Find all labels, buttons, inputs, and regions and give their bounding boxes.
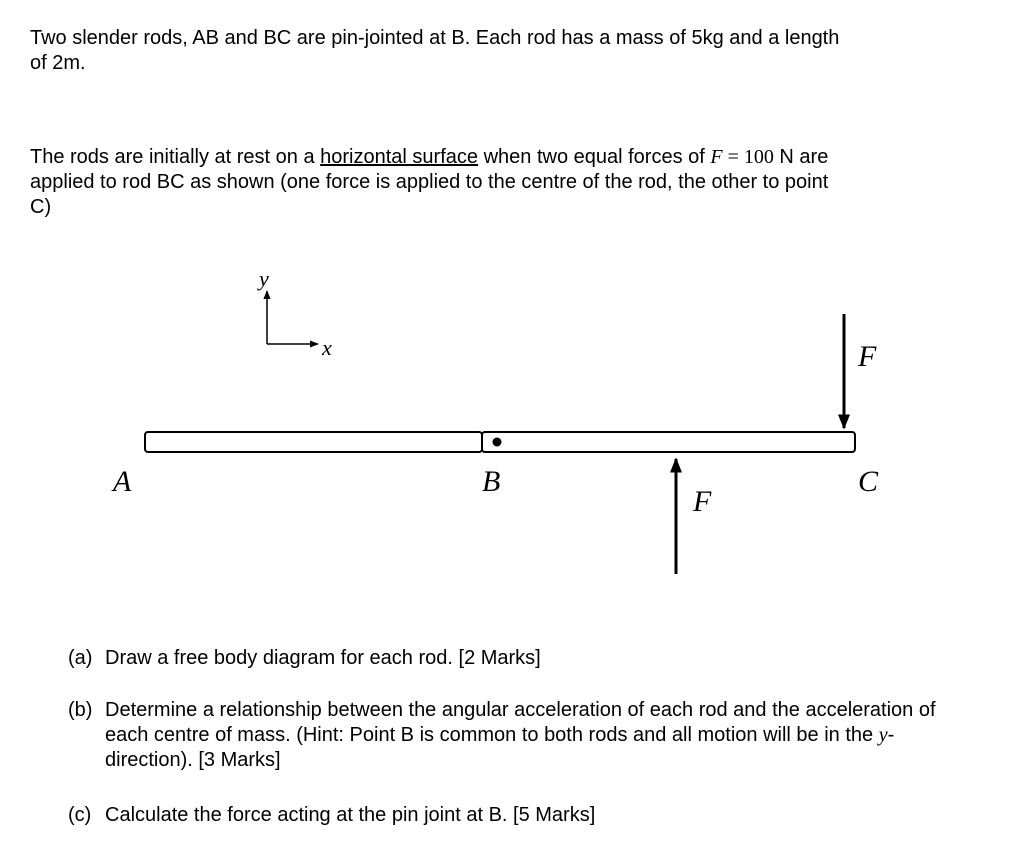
force-variable: F xyxy=(710,146,723,168)
force-unit: N are xyxy=(773,146,829,168)
question-c-label: (c) xyxy=(68,804,92,826)
x-axis-label: x xyxy=(322,335,332,360)
label-b: B xyxy=(482,465,501,498)
intro-line-2: of 2m. xyxy=(30,52,86,74)
label-a: A xyxy=(113,465,132,498)
question-c xyxy=(68,803,968,828)
rod-ab xyxy=(145,432,482,452)
question-b-variable: y xyxy=(878,724,888,746)
intro-line-1: Two slender rods, AB and BC are pin-jointed at B. Each rod has a mass of 5kg and a length xyxy=(30,27,840,49)
conditions-text-1: The rods are initially at rest on a xyxy=(30,146,321,168)
question-b-text-after: -direction). [3 Marks] xyxy=(105,724,895,771)
force-label-bottom: F xyxy=(693,485,712,518)
question-b xyxy=(68,698,968,773)
question-a xyxy=(68,646,968,671)
conditions-line-2: applied to rod BC as shown (one force is applied to the centre of the rod, the other to point xyxy=(30,171,829,193)
pin-joint-b xyxy=(493,438,502,447)
question-b-text xyxy=(105,698,968,773)
y-axis-label: y xyxy=(259,266,269,291)
conditions-line-3: C) xyxy=(30,196,52,218)
coordinate-axes xyxy=(257,266,332,360)
question-a-text: Draw a free body diagram for each rod. [2 Marks] xyxy=(105,647,541,669)
horizontal-surface-underlined: horizontal surface xyxy=(320,146,479,168)
conditions-text-2: when two equal forces of xyxy=(478,146,711,168)
question-b-text-before: Determine a relationship between the angular acceleration of each rod and the acceleration of each centre of mass. (Hint: Point B is common to both rods and all motion will be in the xyxy=(105,699,936,746)
force-value: = 100 xyxy=(722,146,774,168)
force-label-top: F xyxy=(858,340,877,373)
question-b-label: (b) xyxy=(68,699,93,721)
question-c-text: Calculate the force acting at the pin joint at B. [5 Marks] xyxy=(105,804,596,826)
label-c: C xyxy=(858,465,879,498)
question-a-label: (a) xyxy=(68,647,93,669)
rod-bc xyxy=(482,432,855,452)
